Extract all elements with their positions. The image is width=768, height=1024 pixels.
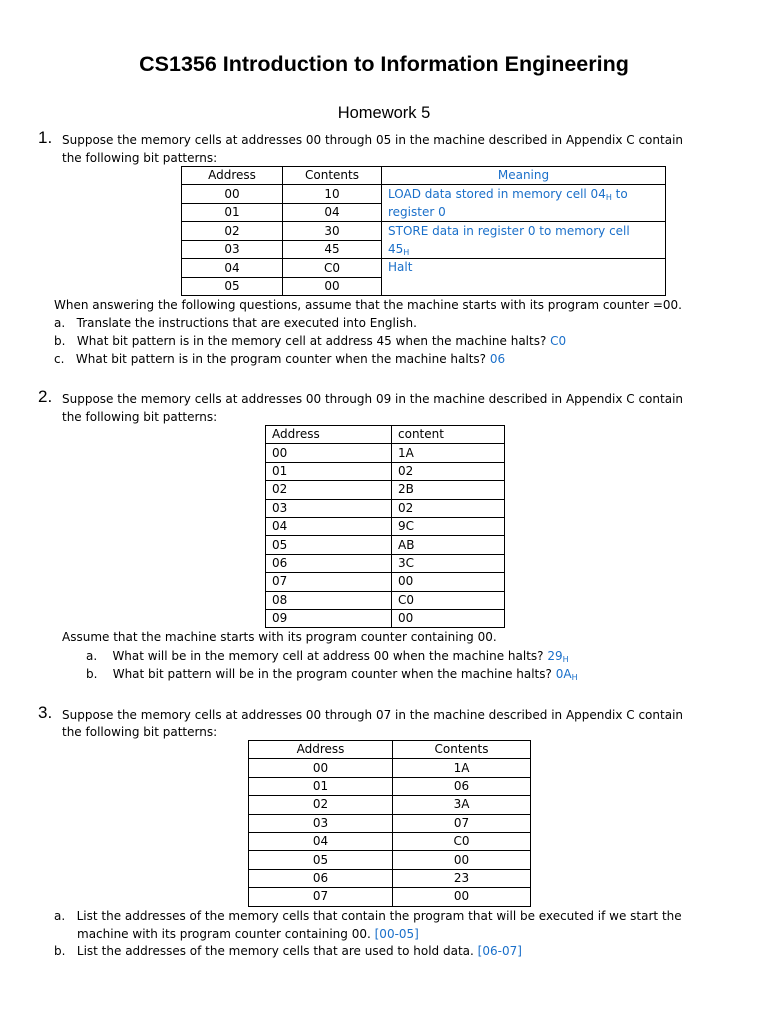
address-cell: 02 <box>266 481 392 499</box>
table-row <box>266 499 505 517</box>
item-text: What bit pattern will be in the program counter when the machine halts? <box>112 667 552 681</box>
header-content: content <box>392 426 505 444</box>
table-row <box>249 832 531 850</box>
contents-cell: 3A <box>393 796 531 814</box>
question-1-item-b <box>54 332 566 350</box>
table-row <box>266 536 505 554</box>
meaning-text: 45 <box>388 242 404 257</box>
question-1-item-a <box>54 314 417 332</box>
table-row <box>182 259 666 277</box>
question-3-intro-line2: the following bit patterns: <box>62 725 218 739</box>
table-row <box>266 573 505 591</box>
table-row <box>266 462 505 480</box>
table-row <box>249 888 531 906</box>
header-address: Address <box>182 167 283 185</box>
table-row <box>249 851 531 869</box>
question-2-item-a <box>86 647 569 665</box>
contents-cell: 30 <box>283 222 382 241</box>
page-title: CS1356 Introduction to Information Engineering <box>139 52 629 76</box>
address-cell: 08 <box>266 591 392 609</box>
item-text: List the addresses of the memory cells that are used to hold data. <box>76 944 474 958</box>
table-row <box>249 869 531 887</box>
table-row <box>266 609 505 627</box>
address-cell: 03 <box>249 814 393 832</box>
meaning-cell <box>382 259 666 296</box>
item-label: b. <box>54 944 66 958</box>
item-label: a. <box>54 909 66 923</box>
page-subtitle: Homework 5 <box>337 104 431 122</box>
meaning-cell <box>382 222 666 259</box>
table-row <box>266 444 505 462</box>
table-row <box>266 591 505 609</box>
table-row <box>182 185 666 204</box>
answer-text: 29 <box>547 649 563 663</box>
address-cell: 04 <box>249 832 393 850</box>
question-2-table <box>265 425 505 628</box>
contents-cell: 00 <box>392 573 505 591</box>
address-cell: 01 <box>249 777 393 795</box>
answer-text: [00-05] <box>374 927 419 941</box>
question-1-number: 1. <box>38 128 53 147</box>
header-address: Address <box>266 426 392 444</box>
table-row <box>266 517 505 535</box>
answer-text: C0 <box>550 334 567 348</box>
meaning-cell <box>382 185 666 222</box>
table-row <box>249 759 531 777</box>
address-cell: 02 <box>182 222 283 241</box>
meaning-text: Halt <box>388 260 413 275</box>
hex-subscript: H <box>562 655 569 664</box>
table-header-row <box>249 741 531 759</box>
contents-cell: 06 <box>393 777 531 795</box>
question-3-item-a <box>54 907 682 925</box>
contents-cell: 1A <box>393 759 531 777</box>
question-3-intro-line1: Suppose the memory cells at addresses 00 through 07 in the machine described in Appendix C contain <box>62 708 684 722</box>
question-2-number: 2. <box>38 387 53 406</box>
contents-cell: 23 <box>393 869 531 887</box>
item-text: machine with its program counter containing 00. <box>77 927 371 941</box>
contents-cell: AB <box>392 536 505 554</box>
question-3-table <box>248 740 531 907</box>
item-label: b. <box>86 667 98 681</box>
item-label: a. <box>86 649 98 663</box>
contents-cell: 3C <box>392 554 505 572</box>
item-text: What will be in the memory cell at address 00 when the machine halts? <box>112 649 544 663</box>
contents-cell: C0 <box>392 591 505 609</box>
address-cell: 05 <box>249 851 393 869</box>
contents-cell: 1A <box>392 444 505 462</box>
header-contents: Contents <box>393 741 531 759</box>
header-address: Address <box>249 741 393 759</box>
address-cell: 07 <box>249 888 393 906</box>
address-cell: 07 <box>266 573 392 591</box>
question-3-number: 3. <box>38 703 53 722</box>
table-row <box>266 481 505 499</box>
answer-text: 06 <box>489 352 506 366</box>
contents-cell: 02 <box>392 499 505 517</box>
question-2-item-b <box>86 665 578 683</box>
contents-cell: 9C <box>392 517 505 535</box>
item-label: b. <box>54 334 66 348</box>
question-1-intro-line1: Suppose the memory cells at addresses 00 through 05 in the machine described in Appendix C contain <box>62 133 684 147</box>
contents-cell: 04 <box>283 203 382 222</box>
item-label: c. <box>54 352 65 366</box>
item-text: What bit pattern is in the program counter when the machine halts? <box>75 352 487 366</box>
meaning-text: to <box>611 187 628 202</box>
question-1-table <box>181 166 666 296</box>
address-cell: 01 <box>182 203 283 222</box>
address-cell: 05 <box>182 277 283 295</box>
question-1-item-c <box>54 350 505 368</box>
address-cell: 03 <box>266 499 392 517</box>
table-row <box>249 777 531 795</box>
table-header-row <box>182 167 666 185</box>
table-row <box>182 222 666 241</box>
contents-cell: 02 <box>392 462 505 480</box>
question-3-item-a-cont <box>77 925 419 943</box>
table-row <box>249 796 531 814</box>
header-contents: Contents <box>283 167 382 185</box>
hex-subscript: H <box>571 673 578 682</box>
address-cell: 06 <box>249 869 393 887</box>
contents-cell: 00 <box>393 888 531 906</box>
hex-subscript: H <box>605 193 612 203</box>
meaning-text: register 0 <box>388 205 446 220</box>
item-text: What bit pattern is in the memory cell at address 45 when the machine halts? <box>76 334 547 348</box>
address-cell: 04 <box>182 259 283 277</box>
contents-cell: 00 <box>283 277 382 295</box>
address-cell: 00 <box>182 185 283 204</box>
table-row <box>266 554 505 572</box>
question-1-note: When answering the following questions, assume that the machine starts with its program counter =00. <box>54 298 682 312</box>
table-row <box>249 814 531 832</box>
contents-cell: C0 <box>283 259 382 277</box>
question-2-intro-line1: Suppose the memory cells at addresses 00 through 09 in the machine described in Appendix C contain <box>62 392 684 406</box>
address-cell: 06 <box>266 554 392 572</box>
question-3-item-b <box>54 942 522 960</box>
answer-text: 0A <box>555 667 572 681</box>
question-2-note: Assume that the machine starts with its program counter containing 00. <box>62 630 497 644</box>
meaning-text: STORE data in register 0 to memory cell <box>388 224 630 239</box>
contents-cell: 00 <box>392 609 505 627</box>
address-cell: 04 <box>266 517 392 535</box>
contents-cell: C0 <box>393 832 531 850</box>
address-cell: 09 <box>266 609 392 627</box>
address-cell: 01 <box>266 462 392 480</box>
question-2-intro-line2: the following bit patterns: <box>62 410 218 424</box>
address-cell: 02 <box>249 796 393 814</box>
contents-cell: 2B <box>392 481 505 499</box>
contents-cell: 10 <box>283 185 382 204</box>
question-1-intro-line2: the following bit patterns: <box>62 151 218 165</box>
item-text: Translate the instructions that are executed into English. <box>76 316 417 330</box>
address-cell: 03 <box>182 240 283 259</box>
item-text: List the addresses of the memory cells that contain the program that will be executed if we start the <box>76 909 682 923</box>
contents-cell: 45 <box>283 240 382 259</box>
address-cell: 00 <box>266 444 392 462</box>
hex-subscript: H <box>403 248 410 258</box>
address-cell: 00 <box>249 759 393 777</box>
contents-cell: 00 <box>393 851 531 869</box>
header-meaning: Meaning <box>382 167 666 185</box>
contents-cell: 07 <box>393 814 531 832</box>
meaning-text: LOAD data stored in memory cell 04 <box>388 187 606 202</box>
table-header-row <box>266 426 505 444</box>
item-label: a. <box>54 316 66 330</box>
address-cell: 05 <box>266 536 392 554</box>
answer-text: [06-07] <box>477 944 522 958</box>
